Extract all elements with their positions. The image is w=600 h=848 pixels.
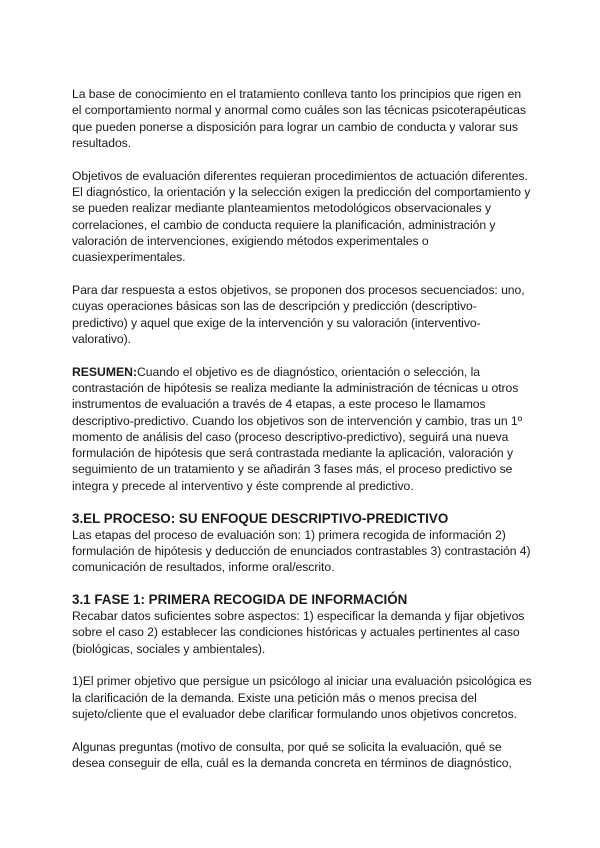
paragraph-evaluation-objectives: Objetivos de evaluación diferentes requieran procedimientos de actuación diferentes. El diagnóstico, la orientación y la selección exigen la predicción del comportamiento y se pueden realizar mediante planteamientos metodológicos observacionales y correlaciones, el cambio de conducta requiere la planificación, administración y valoración de intervenciones, exigiendo métodos experimentales o cuasiexperimentales. (72, 168, 531, 265)
section-3-1-text: Recabar datos suficientes sobre aspectos: 1) especificar la demanda y fijar objetivos sobre el caso 2) establecer las condiciones históricas y actuales pertinentes al caso (biológicas, sociales y ambientales). (72, 608, 525, 656)
paragraph-sequenced-processes: Para dar respuesta a estos objetivos, se proponen dos procesos secuenciados: uno, cuyas operaciones básicas son las de descripción y predicción (descriptivo-predictivo) y aquel que exige de la intervención y su valoración (interventivo-valorativo). (72, 282, 525, 346)
section-3-text: Las etapas del proceso de evaluación son: 1) primera recogida de información 2) formulación de hipótesis y deducción de enunciados contrastables 3) contrastación 4) comunicación de resultados, informe oral/escrito. (72, 527, 531, 575)
document-page (72, 86, 532, 788)
section-3-1-heading: 3.1 FASE 1: PRIMERA RECOGIDA DE INFORMACIÓN (72, 591, 408, 607)
paragraph-first-objective: 1)El primer objetivo que persigue un psicólogo al iniciar una evaluación psicológica es la clarificación de la demanda. Existe una petición más o menos precisa del sujeto/cliente que el evaluador debe clarificar formulando unos objetivos concretos. (72, 674, 532, 721)
summary-text: Cuando el objetivo es de diagnóstico, orientación o selección, la contrastación de hipótesis se realiza mediante la administración de técnicas u otros instrumentos de evaluación a través de 4 etapas, a este proceso le llamamos descriptivo-predictivo. Cuando los objetivos son de intervención y cambio, tras un 1º momento de análisis del caso (proceso descriptivo-predictivo), seguirá una nueva formulación de hipótesis que será contrastada mediante la aplicación, valoración y seguimiento de un tratamiento y se añadirán 3 fases más, el proceso predictivo se integra y precede al interventivo y éste comprende al predictivo. (72, 364, 523, 493)
summary-label: RESUMEN: (72, 364, 138, 379)
summary-paragraph (72, 364, 532, 494)
paragraph-questions: Algunas preguntas (motivo de consulta, por qué se solicita la evaluación, qué se desea conseguir de ella, cuál es la demanda concreta en términos de diagnóstico, (72, 739, 512, 770)
paragraph-treatment-knowledge: La base de conocimiento en el tratamiento conlleva tanto los principios que rigen en el comportamiento normal y anormal como cuáles son las técnicas psicoterapéuticas que pueden ponerse a disposición para lograr un cambio de conducta y valorar sus resultados. (72, 87, 526, 150)
section-3-heading: 3.EL PROCESO: SU ENFOQUE DESCRIPTIVO-PREDICTIVO (72, 510, 449, 526)
